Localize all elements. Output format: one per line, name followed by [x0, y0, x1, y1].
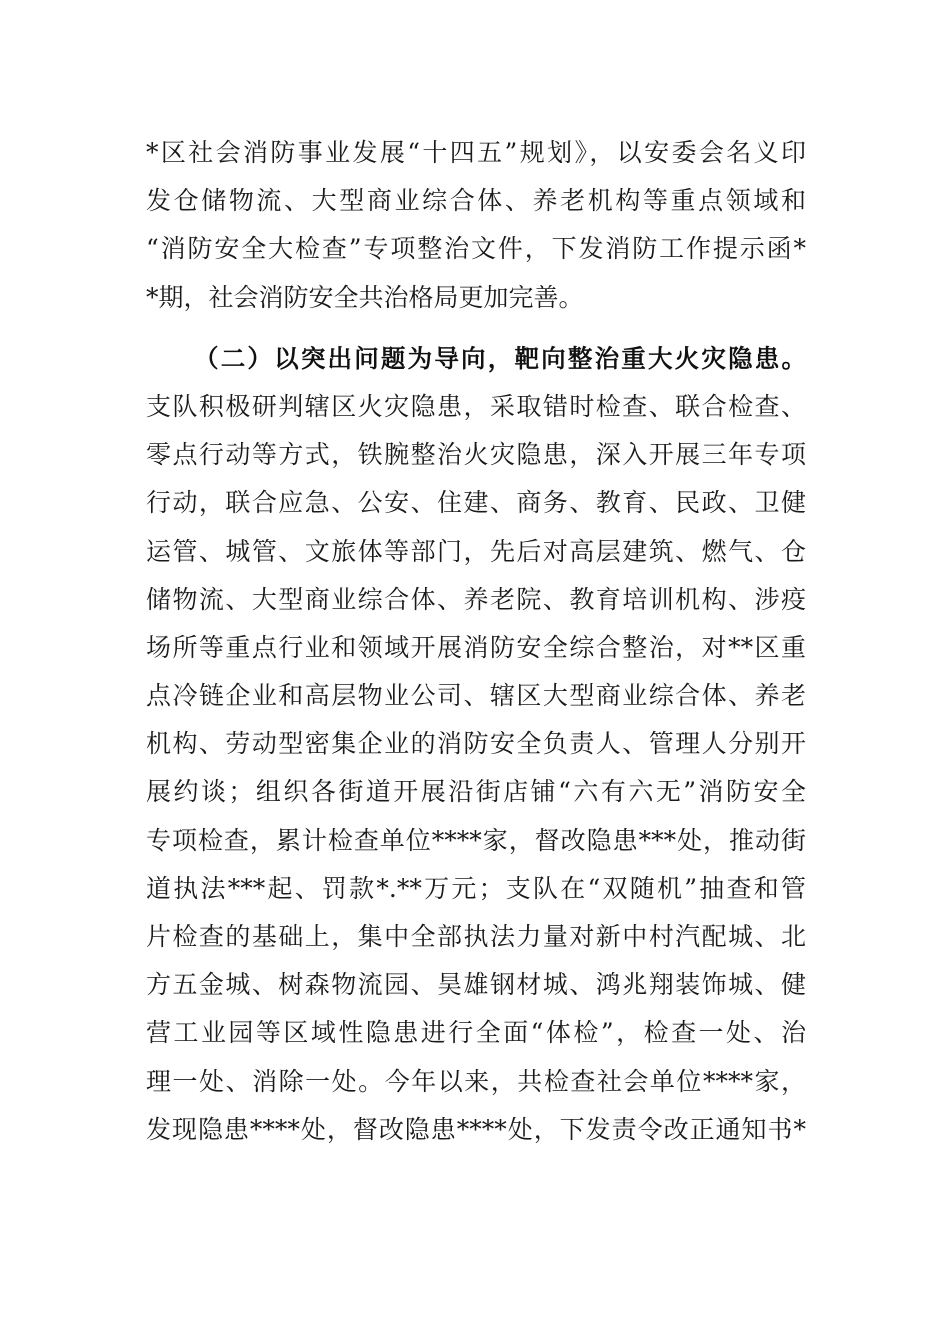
text-line: 营工业园等区域性隐患进行全面“体检”，检查一处、治 — [146, 1018, 806, 1048]
text-line: 零点行动等方式，铁腕整治火灾隐患，深入开展三年专项 — [146, 440, 806, 470]
paragraph-1 — [146, 129, 806, 322]
text-line: 场所等重点行业和领域开展消防安全综合整治，对**区重 — [146, 632, 806, 662]
text-line: 运管、城管、文旅体等部门，先后对高层建筑、燃气、仓 — [146, 536, 806, 566]
text-line: 储物流、大型商业综合体、养老院、教育培训机构、涉疫 — [146, 584, 806, 614]
text-line: *期，社会消防安全共治格局更加完善。 — [146, 282, 584, 312]
text-line: 片检查的基础上，集中全部执法力量对新中村汽配城、北 — [146, 922, 806, 951]
text-line: 支队积极研判辖区火灾隐患，采取错时检查、联合检查、 — [146, 391, 806, 421]
text-line: *区社会消防事业发展“十四五”规划》，以安委会名义印 — [146, 138, 806, 167]
text-line: “消防安全大检查”专项整治文件，下发消防工作提示函* — [146, 234, 806, 264]
text-line: 方五金城、树森物流园、昊雄钢材城、鸿兆翔装饰城、健 — [146, 970, 806, 1000]
text-line: 发仓储物流、大型商业综合体、养老机构等重点领域和 — [146, 186, 806, 216]
document-body — [146, 129, 806, 1154]
text-line: 行动，联合应急、公安、住建、商务、教育、民政、卫健 — [146, 488, 806, 518]
paragraph-2 — [146, 383, 806, 1154]
text-line: 理一处、消除一处。今年以来，共检查社会单位****家， — [146, 1066, 806, 1096]
text-line: 专项检查，累计检查单位****家，督改隐患***处，推动街 — [146, 825, 806, 855]
text-line: 展约谈；组织各街道开展沿街店铺“六有六无”消防安全 — [146, 777, 806, 807]
text-line: 道执法***起、罚款*.**万元；支队在“双随机”抽查和管 — [146, 873, 806, 903]
text-line: 机构、劳动型密集企业的消防安全负责人、管理人分别开 — [146, 729, 806, 759]
section-heading: （二）以突出问题为导向，靶向整治重大火灾隐患。 — [194, 343, 806, 373]
text-line: 发现隐患****处，督改隐患****处，下发责令改正通知书* — [146, 1114, 806, 1144]
text-line: 点冷链企业和高层物业公司、辖区大型商业综合体、养老 — [146, 681, 806, 711]
